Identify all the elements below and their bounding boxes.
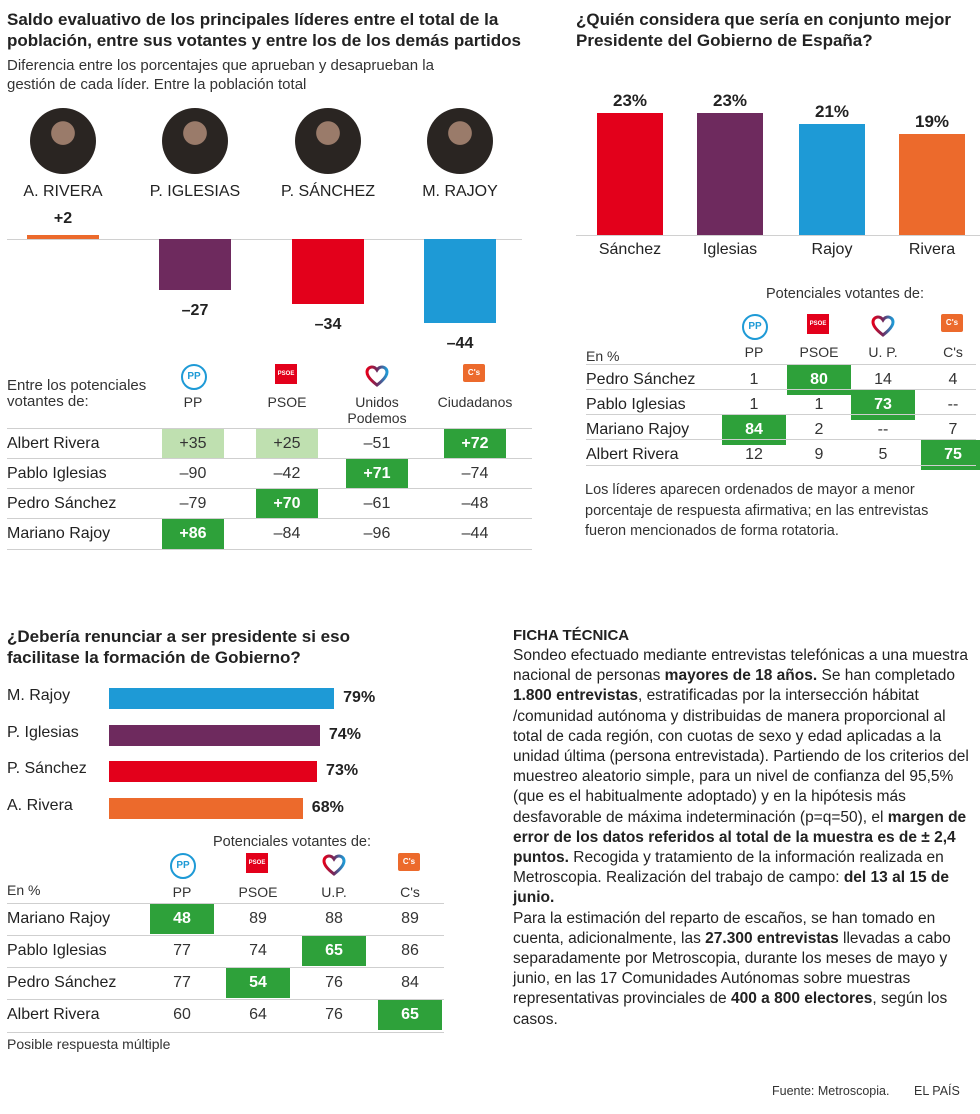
table1-row-header: Entre los potenciales votantes de: (7, 377, 147, 410)
table-row-label: Pablo Iglesias (7, 942, 107, 959)
table-row-label: Pedro Sánchez (7, 974, 117, 991)
chart2-title: ¿Quién considera que sería en conjunto mejor Presidente del Gobierno de España? (576, 10, 952, 50)
chart3-value-label: 74% (328, 725, 361, 743)
chart3-value-label: 68% (311, 798, 344, 816)
table-cell: –74 (461, 465, 489, 482)
table-bottom-rule (7, 1032, 444, 1033)
table-row-label: Mariano Rajoy (7, 525, 111, 542)
chart2-category-label: Iglesias (702, 241, 758, 258)
table-cell: 84 (401, 974, 419, 991)
chart2-value-label: 19% (914, 112, 950, 132)
table-cell: 89 (249, 910, 267, 927)
chart2-value-label: 23% (612, 91, 648, 111)
ficha-title: FICHA TÉCNICA (513, 627, 630, 644)
leader-name: M. RAJOY (422, 183, 498, 200)
table-cell: +71 (346, 459, 408, 489)
table-cell: 9 (814, 446, 824, 463)
ficha-text: del 13 al 15 de junio. (513, 869, 949, 907)
cs-logo-icon: C's (398, 853, 420, 871)
table-cell: 14 (874, 371, 892, 388)
table-row-label: Albert Rivera (7, 1006, 100, 1023)
chart1-title: Saldo evaluativo de los principales líderes entre el total de la población, entre sus votantes y entre los de los demás partidos (7, 10, 521, 50)
chart3-bar (109, 798, 303, 819)
table-cell: –61 (363, 495, 391, 512)
table-cell: 7 (948, 421, 958, 438)
psoe-logo-icon: PSOE (246, 853, 268, 873)
table-cell: 80 (787, 365, 851, 395)
column-header: C's (943, 344, 963, 360)
leader-avatar (30, 108, 96, 174)
ficha-text: Para la estimación del reparto de escaños, se han tomado en cuenta, adicionalmente, las (513, 909, 936, 947)
chart2-bar (697, 113, 763, 235)
cs-logo (941, 314, 963, 332)
leader-avatar (427, 108, 493, 174)
column-header: PP (183, 394, 203, 410)
column-header: PP (744, 344, 764, 360)
table-cell: +86 (162, 519, 224, 549)
table-cell: 74 (249, 942, 267, 959)
chart1-value-label: –27 (181, 302, 209, 320)
table-top-rule (7, 428, 532, 429)
ficha-text: llevadas a cabo separadamente por Metroscopia, durante los meses de mayo y junio, en las 17 Comunidades Autónomas sobre muestras representativas provinciales de (513, 929, 951, 1008)
table-cell: 76 (325, 974, 343, 991)
brand: EL PAÍS (914, 1084, 960, 1098)
table-cell: 1 (749, 396, 759, 413)
table-cell: 64 (249, 1006, 267, 1023)
table-cell: -- (877, 421, 889, 438)
column-header: PP (172, 884, 192, 900)
table-row-label: Pablo Iglesias (586, 396, 686, 413)
chart1-bar (27, 235, 99, 239)
table-cell: 1 (814, 396, 824, 413)
column-header: Unidos Podemos (347, 394, 407, 426)
chart1-subtitle: Diferencia entre los porcentajes que aprueban y desaprueban la gestión de cada líder. Entre la población total (7, 57, 434, 93)
table-cell: 88 (325, 910, 343, 927)
psoe-logo-icon: PSOE (807, 314, 829, 334)
chart3-category-label: A. Rivera (7, 796, 73, 814)
table-top-rule (7, 903, 444, 904)
table-cell: 5 (878, 446, 888, 463)
chart1-value-label: –44 (446, 334, 474, 352)
cs-logo (398, 853, 420, 871)
table-row-label: Pablo Iglesias (7, 465, 107, 482)
chart1-value-label: –34 (314, 315, 342, 333)
psoe-logo (246, 853, 268, 873)
pp-logo-icon: PP (181, 364, 207, 390)
cs-logo-icon: C's (941, 314, 963, 332)
table-cell: -- (947, 396, 959, 413)
pp-logo-icon: PP (742, 314, 768, 340)
up-logo (871, 314, 895, 343)
chart2-bar (799, 124, 865, 235)
ficha-text: Se han completado (817, 667, 956, 685)
table-cell: 54 (226, 968, 290, 998)
ficha-text: 1.800 entrevistas (513, 687, 638, 705)
pp-logo (170, 853, 196, 879)
ficha-text: , estratificadas por la intersección hábitat /comunidad autónoma y distribuidas de manera proporcional al total de cada región, con cuotas de sexo y edad aplicadas a la unidad última (persona entrevistada). Partiendo de los criterios del muestreo aleatorio simple, para un nivel de confianza del 95,5% (que es el habitualmente adoptado) y en la hipótesis más desfavorable de máxima indeterminación (p=q=50), el (513, 687, 969, 826)
table-cell: 75 (921, 440, 980, 470)
psoe-logo (807, 314, 829, 334)
table-cell: –79 (179, 495, 207, 512)
ficha-body (513, 646, 971, 1030)
table-cell: 77 (173, 942, 191, 959)
table-cell: 76 (325, 1006, 343, 1023)
table-cell: 89 (401, 910, 419, 927)
chart3-value-label: 79% (343, 689, 376, 706)
ficha-text: mayores de 18 años. (664, 667, 818, 685)
table-cell: 77 (173, 974, 191, 991)
table-row-label: Pedro Sánchez (7, 495, 117, 512)
table-cell: 4 (948, 371, 958, 388)
chart2-bar (899, 134, 965, 235)
pp-logo (742, 314, 768, 340)
table-cell: 12 (745, 446, 763, 463)
chart3-bar (109, 688, 334, 709)
chart1-value-label: +2 (53, 210, 73, 228)
ficha-text: 27.300 entrevistas (705, 929, 839, 947)
table-cell: 65 (378, 1000, 442, 1030)
table-row-label: Albert Rivera (586, 446, 679, 463)
ficha-text: Sondeo efectuado mediante entrevistas telefónicas a una muestra nacional de personas (513, 647, 968, 685)
chart2-category-label: Rajoy (811, 241, 853, 258)
ficha-text: margen de error de los datos referidos al total de la muestra es de ± 2,4 puntos. (513, 808, 967, 867)
unidos-podemos-heart-icon (322, 853, 346, 877)
table-row-label: Mariano Rajoy (586, 421, 690, 438)
cs-logo (463, 364, 485, 382)
leader-avatar (295, 108, 361, 174)
table-cell: –51 (363, 435, 391, 452)
table-cell: –48 (461, 495, 489, 512)
column-header: U.P. (321, 884, 347, 900)
table-cell: 48 (150, 904, 214, 934)
chart1-bar (292, 239, 364, 304)
leader-avatar (162, 108, 228, 174)
table3-note: Posible respuesta múltiple (7, 1036, 171, 1052)
table-cell: 1 (749, 371, 759, 388)
leader-name: P. IGLESIAS (149, 183, 241, 200)
source: Fuente: Metroscopia. (772, 1084, 890, 1098)
ficha-text: 400 a 800 electores (730, 990, 873, 1008)
table-cell: 84 (722, 415, 786, 445)
table3-header: Potenciales votantes de: (213, 834, 371, 850)
pp-logo (181, 364, 207, 390)
table2-note: Los líderes aparecen ordenados de mayor a menor porcentaje de respuesta afirmativa; en las entrevistas fueron mencionados de forma rotatoria. (585, 482, 929, 539)
table-cell: 86 (401, 942, 419, 959)
chart2-value-label: 23% (712, 91, 748, 111)
chart1-bar (159, 239, 231, 290)
table-row-label: Mariano Rajoy (7, 910, 111, 927)
column-header: U. P. (868, 344, 898, 360)
column-header: PSOE (267, 394, 307, 410)
chart2-value-label: 21% (814, 101, 850, 121)
table-cell: –96 (363, 525, 391, 542)
table-cell: +35 (162, 429, 224, 459)
table-cell: 65 (302, 936, 366, 966)
table-cell: –42 (273, 465, 301, 482)
cs-logo-icon: C's (463, 364, 485, 382)
table-cell: –44 (461, 525, 489, 542)
column-header: Ciudadanos (437, 394, 513, 410)
table-bottom-rule (586, 465, 976, 466)
chart2-category-label: Sánchez (598, 241, 662, 258)
chart3-category-label: M. Rajoy (7, 687, 71, 704)
table-cell: +70 (256, 489, 318, 519)
table-row-label: Albert Rivera (7, 435, 100, 452)
unidos-podemos-heart-icon (871, 314, 895, 338)
up-logo (322, 853, 346, 882)
chart2-baseline (576, 235, 980, 236)
chart3-title: ¿Debería renunciar a ser presidente si eso facilitase la formación de Gobierno? (7, 627, 350, 667)
psoe-logo-icon: PSOE (275, 364, 297, 384)
table-cell: –90 (179, 465, 207, 482)
table-cell: 60 (173, 1006, 191, 1023)
up-logo (365, 364, 389, 393)
table-row-label: Pedro Sánchez (586, 371, 696, 388)
table-cell: 2 (814, 421, 824, 438)
table-cell: –84 (273, 525, 301, 542)
table-cell: +72 (444, 429, 506, 459)
column-header: PSOE (799, 344, 839, 360)
table3-unit: En % (7, 882, 41, 898)
column-header: PSOE (238, 884, 278, 900)
leader-name: A. RIVERA (23, 183, 103, 200)
chart3-bar (109, 725, 320, 746)
leader-name: P. SÁNCHEZ (281, 183, 375, 200)
chart3-category-label: P. Iglesias (7, 723, 79, 741)
table2-unit: En % (586, 348, 620, 364)
psoe-logo (275, 364, 297, 384)
chart1-bar (424, 239, 496, 323)
ficha-text: Recogida y tratamiento de la información realizada en Metroscopia. Realización del trabajo de campo: (513, 849, 944, 887)
table-bottom-rule (7, 549, 532, 550)
table2-header: Potenciales votantes de: (766, 286, 924, 302)
unidos-podemos-heart-icon (365, 364, 389, 388)
chart3-category-label: P. Sánchez (7, 760, 87, 777)
chart2-category-label: Rivera (908, 241, 956, 258)
chart3-bar (109, 761, 317, 782)
pp-logo-icon: PP (170, 853, 196, 879)
table-cell: 73 (851, 390, 915, 420)
column-header: C's (400, 884, 420, 900)
table-cell: +25 (256, 429, 318, 459)
table-top-rule (586, 364, 976, 365)
chart3-value-label: 73% (326, 762, 359, 779)
ficha-text: , según los casos. (513, 990, 948, 1028)
chart2-bar (597, 113, 663, 235)
